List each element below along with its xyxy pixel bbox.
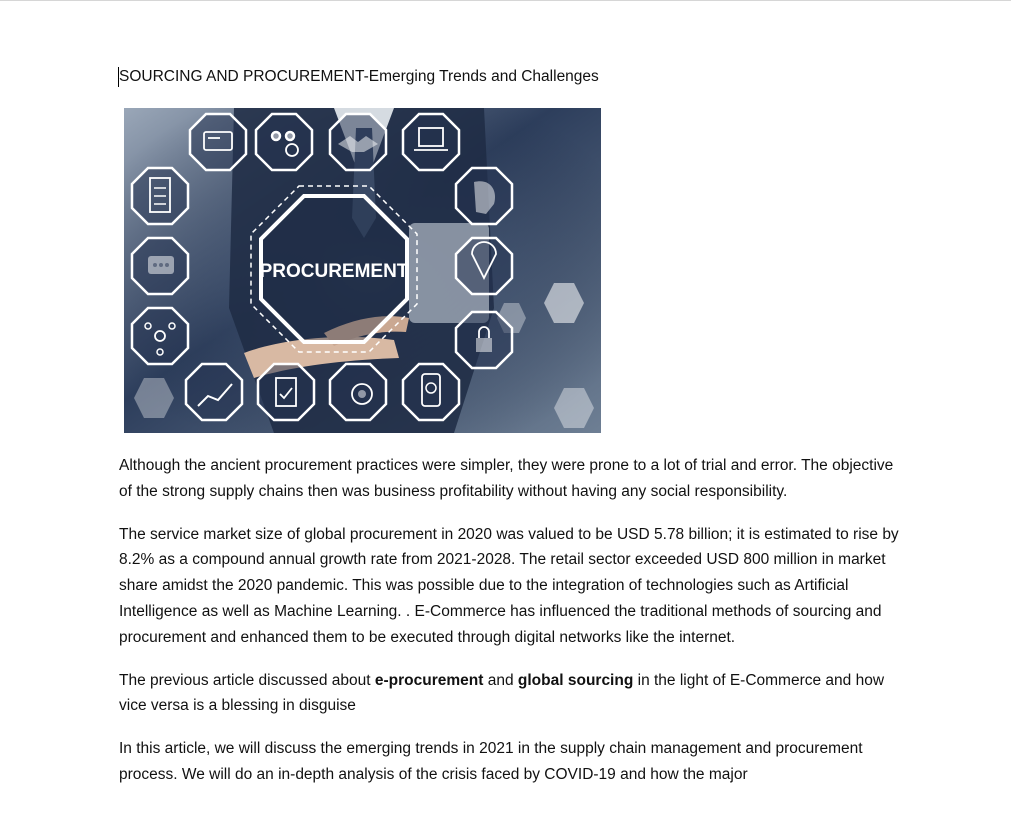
cart-pin-icon [456,238,512,294]
lock-shield-icon [456,312,512,368]
credit-card-icon [190,114,246,170]
paragraph-2[interactable]: The service market size of global procurement in 2020 was valued to be USD 5.78 billion; it is estimated to rise by 8.2% as a compound annual growth rate from 2021-2028. The retail sector exceeded USD 800 million in market share amidst the 2020 pandemic. This was possible due to the integration of technologies such as Artificial Intelligence as well as Machine Learning. . E-Commerce has influenced the traditional methods of sourcing and procurement and enhanced them to be executed through digital networks like the internet. [119,525,899,646]
paragraph-4[interactable]: In this article, we will discuss the emerging trends in 2021 in the supply chain management and procurement process. We will do an in-depth analysis of the crisis faced by COVID-19 and how the major [119,740,863,783]
procurement-illustration [124,108,601,433]
laptop-cursor-icon [403,114,459,170]
chat-icon [132,238,188,294]
paragraph-3-text-a: The previous article discussed about [119,671,375,689]
top-border [0,0,1011,1]
checklist-icon [258,364,314,420]
growth-chart-icon [186,364,242,420]
document-title[interactable]: SOURCING AND PROCUREMENT-Emerging Trends and Challenges [119,68,599,85]
global-sourcing-bold: global sourcing [517,671,634,689]
warning-head-icon [456,168,512,224]
handshake-icon [330,114,386,170]
horse-target-icon [330,364,386,420]
e-procurement-bold: e-procurement [374,671,484,689]
phone-brain-icon [403,364,459,420]
document-body[interactable] [119,453,909,805]
paragraph-3-text-d: in the light of E-Commerce and how vice versa is a blessing in disguise [119,671,885,715]
team-gear-icon [256,114,312,170]
paragraph-1[interactable]: Although the ancient procurement practices were simpler, they were prone to a lot of trial and error. The objective of the strong supply chains then was business profitability without having any social responsibility. [119,457,894,500]
procurement-image[interactable] [124,108,601,433]
paragraph-3-text-c: and [483,671,518,689]
paragraph-3[interactable] [119,668,909,720]
procurement-label: PROCUREMENT [259,261,409,282]
network-icon [132,308,188,364]
calculator-icon [132,168,188,224]
